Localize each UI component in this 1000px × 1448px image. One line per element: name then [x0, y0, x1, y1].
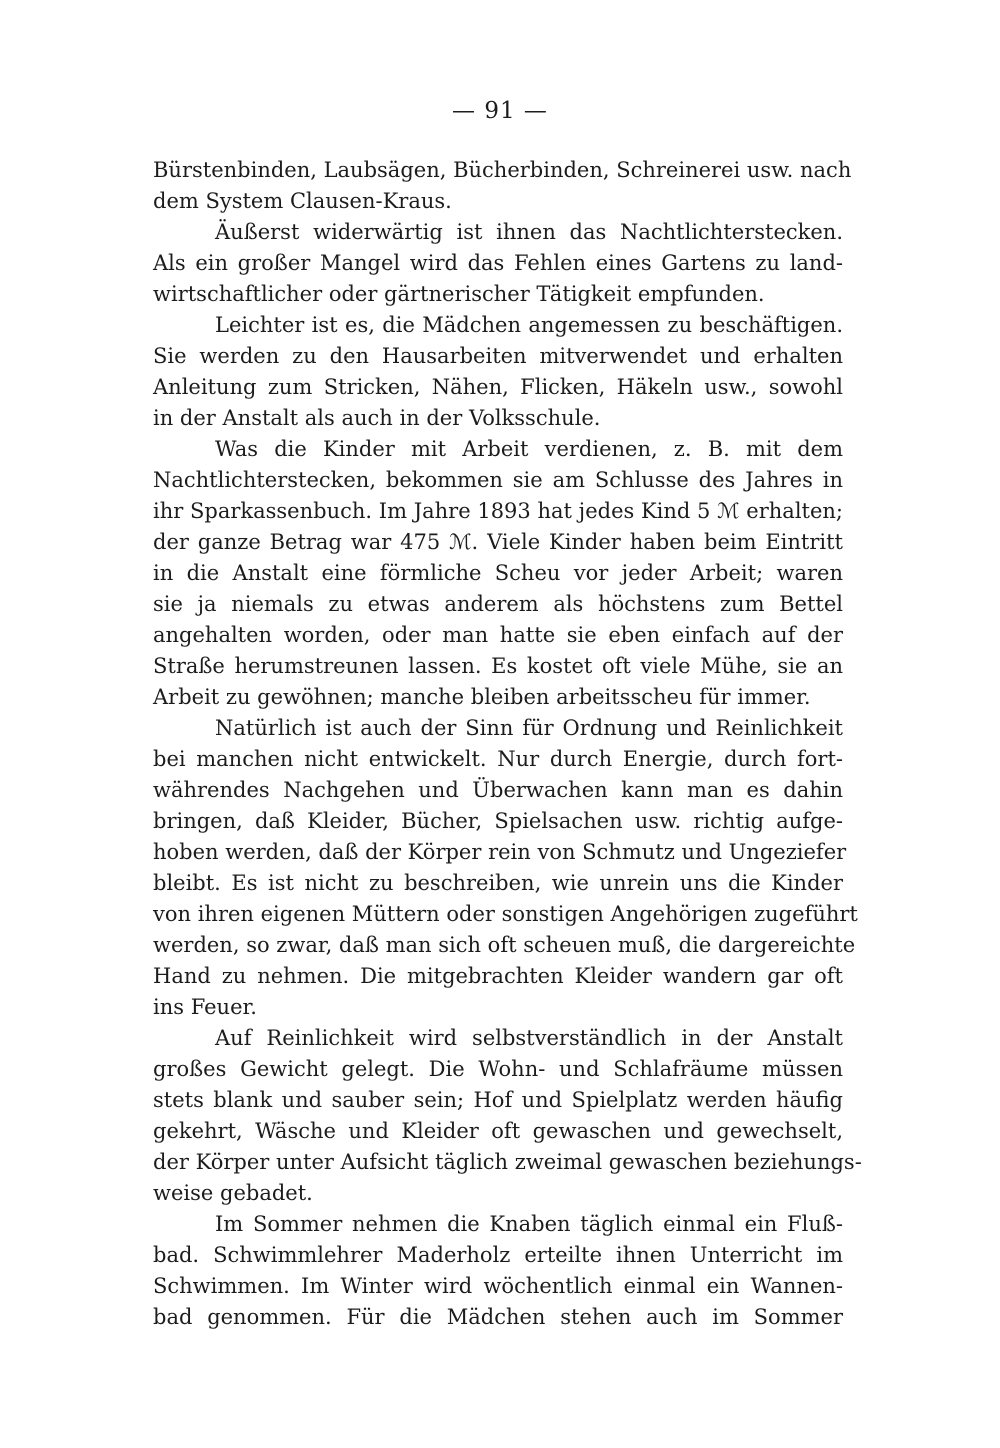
text-line: Hand zu nehmen. Die mitgebrachten Kleider wandern gar oft	[153, 964, 843, 988]
text-line: bad. Schwimmlehrer Maderholz erteilte ihnen Unterricht im	[153, 1243, 843, 1267]
text-line: Als ein großer Mangel wird das Fehlen eines Gartens zu land-	[153, 251, 843, 275]
text-line: Was die Kinder mit Arbeit verdienen, z. B. mit dem	[215, 437, 843, 461]
text-line: werden, so zwar, daß man sich oft scheuen muß, die dargereichte	[153, 933, 856, 957]
text-line: Schwimmen. Im Winter wird wöchentlich einmal ein Wannen-	[153, 1274, 843, 1298]
text-line: sie ja niemals zu etwas anderem als höchstens zum Bettel	[153, 592, 843, 616]
body-text	[153, 155, 862, 1333]
text-line: währendes Nachgehen und Überwachen kann man es dahin	[153, 778, 843, 802]
text-line: Bürstenbinden, Laubsägen, Bücherbinden, Schreinerei usw. nach	[153, 158, 852, 182]
text-line: angehalten worden, oder man hatte sie eben einfach auf der	[153, 623, 843, 647]
text-line: ihr Sparkassenbuch. Im Jahre 1893 hat jedes Kind 5 ℳ erhalten;	[153, 499, 843, 523]
text-line: bringen, daß Kleider, Bücher, Spielsachen usw. richtig aufge-	[153, 809, 843, 833]
text-line: großes Gewicht gelegt. Die Wohn- und Schlafräume müssen	[153, 1057, 843, 1081]
text-line: in die Anstalt eine förmliche Scheu vor jeder Arbeit; waren	[153, 561, 843, 585]
text-line: Im Sommer nehmen die Knaben täglich einmal ein Fluß-	[215, 1212, 843, 1236]
text-line: Leichter ist es, die Mädchen angemessen zu beschäftigen.	[215, 313, 843, 337]
text-line: Natürlich ist auch der Sinn für Ordnung und Reinlichkeit	[215, 716, 843, 740]
text-line: Sie werden zu den Hausarbeiten mitverwendet und erhalten	[153, 344, 843, 368]
text-line: dem System Clausen-Kraus.	[153, 189, 452, 213]
text-line: Anleitung zum Stricken, Nähen, Flicken, Häkeln usw., sowohl	[153, 375, 843, 399]
text-line: in der Anstalt als auch in der Volksschule.	[153, 406, 601, 430]
text-line: wirtschaftlicher oder gärtnerischer Tätigkeit empfunden.	[153, 282, 765, 306]
text-line: Äußerst widerwärtig ist ihnen das Nachtlichterstecken.	[215, 220, 843, 244]
text-line: bei manchen nicht entwickelt. Nur durch Energie, durch fort-	[153, 747, 843, 771]
text-line: der ganze Betrag war 475 ℳ. Viele Kinder haben beim Eintritt	[153, 530, 843, 554]
text-line: hoben werden, daß der Körper rein von Schmutz und Ungeziefer	[153, 840, 847, 864]
text-line: ins Feuer.	[153, 995, 257, 1019]
text-line: stets blank und sauber sein; Hof und Spielplatz werden häufig	[153, 1088, 843, 1112]
text-line: gekehrt, Wäsche und Kleider oft gewaschen und gewechselt,	[153, 1119, 843, 1143]
text-line: Straße herumstreunen lassen. Es kostet oft viele Mühe, sie an	[153, 654, 843, 678]
text-line: bleibt. Es ist nicht zu beschreiben, wie unrein uns die Kinder	[153, 871, 843, 895]
text-line: von ihren eigenen Müttern oder sonstigen Angehörigen zugeführt	[153, 902, 858, 926]
text-line: bad genommen. Für die Mädchen stehen auch im Sommer	[153, 1305, 843, 1329]
page-number-header: — 91 —	[452, 98, 548, 124]
text-line: Arbeit zu gewöhnen; manche bleiben arbeitsscheu für immer.	[153, 685, 811, 709]
text-line: weise gebadet.	[153, 1181, 313, 1205]
text-line: Auf Reinlichkeit wird selbstverständlich in der Anstalt	[215, 1026, 843, 1050]
text-line: Nachtlichterstecken, bekommen sie am Schlusse des Jahres in	[153, 468, 843, 492]
text-line: der Körper unter Aufsicht täglich zweimal gewaschen beziehungs-	[153, 1150, 862, 1174]
